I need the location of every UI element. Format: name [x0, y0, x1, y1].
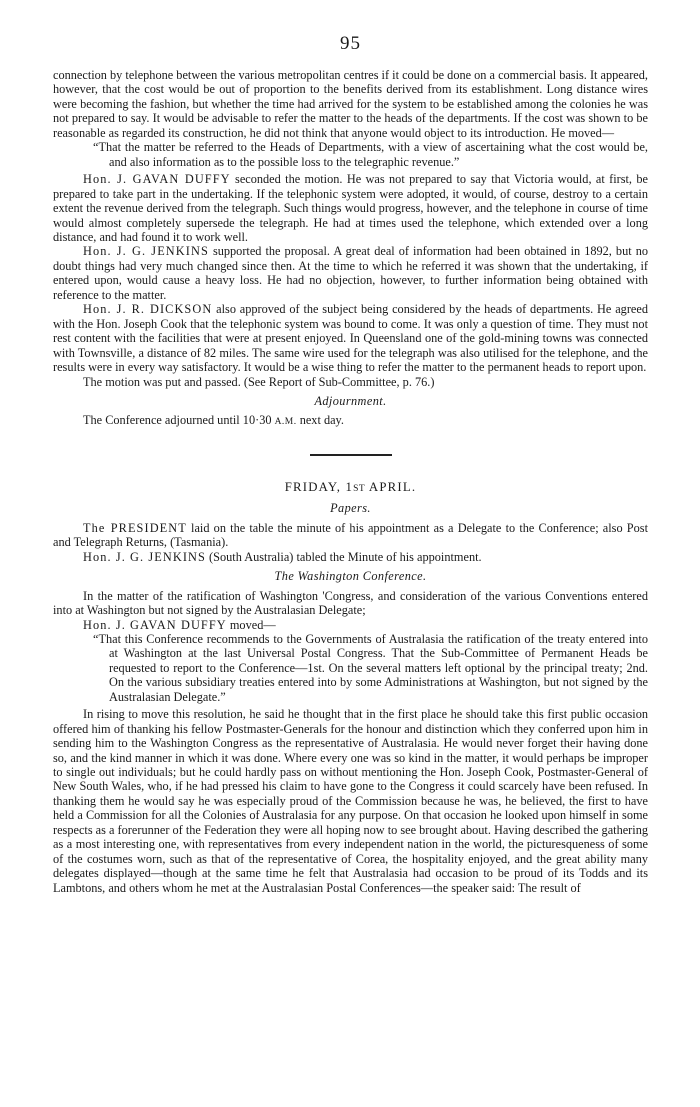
paragraph-washington-intro: In the matter of the ratification of Washington 'Congress, and consideration of the various Conventions entered into at Washington but not signed by the Australasian Delegate; — [53, 588, 648, 618]
day-heading — [53, 480, 648, 496]
paragraph-duffy-seconded — [53, 172, 648, 244]
adjournment-line — [53, 413, 648, 429]
speaker-name: The PRESIDENT — [83, 520, 187, 535]
paragraph-president-laid — [53, 521, 648, 550]
paragraph-telephone-connection: connection by telephone between the various metropolitan centres if it could be done on a commercial basis. It appeared, however, that the cost would be out of proportion to the benefits derived from its establishment. Long distance wires were becoming the fashion, but whether the time had arrived for the system to be established among the colonies he was not prepared to say. It would be advisable to refer the matter to the heads of the departments. If the cost was shown to be reasonable as regarded its construction, he did not think that anyone would object to its introduction. He moved— — [53, 68, 648, 140]
speaker-name: Hon. J. G. JENKINS — [83, 549, 206, 564]
speech-text: laid on the table the minute of his appointment as a Delegate to the Conference; also Post and Telegraph Returns, (Tasmania). — [53, 520, 648, 550]
motion-quote-heads-of-departments: “That the matter be referred to the Heads of Departments, with a view of ascertaining what the cost would be, and also information as to the possible loss to the telegraphic revenue.” — [93, 140, 648, 169]
paragraph-duffy-speech: In rising to move this resolution, he said he thought that in the first place he should take this first public occasion offered him of thanking his fellow Postmaster-Generals for the honour and distinction which they conferred upon him in sending him to the Washington Congress as the representative of Australasia. He would never forget their having done so, and the kind manner in which it was done. Where every one was so kind in the matter, it would perhaps be improper to single out individuals; but he could hardly pass on without mentioning the Hon. Joseph Cook, Postmaster-General of New South Wales, who, if he had pressed his claim to have gone to the Congress it could scarcely have been refused. In thanking them he would say he was especially proud of the Commission because he was, he believed, the first to have held a Commission for all the Colonies of Australasia for any purpose. On that occasion he looked upon himself in some respects as a forerunner of the Federation they were all hoping now to see brought about. Having described the gathering as a most interesting one, with representatives from every independent nation in the world, the picturesqueness of some of the costumes worn, such as that of the representative of Corea, the hospitality enjoyed, and the great ability many delegates displayed—though at the same time he felt that Australasia had occasion to be proud of its Todds and its Lambtons, and others whom he met at the Australasian Postal Conferences—the speaker said: The result of — [53, 707, 648, 895]
paragraph-duffy-moved — [53, 618, 648, 632]
paragraph-jenkins-supported — [53, 244, 648, 302]
motion-passed-line: The motion was put and passed. (See Report of Sub-Committee, p. 76.) — [83, 374, 435, 389]
speaker-name: Hon. J. GAVAN DUFFY — [83, 172, 231, 187]
speech-text: supported the proposal. A great deal of information had been obtained in 1892, but no doubt things had very much changed since then. At the time to which he referred it was shown that the undertaking, if entered upon, would cause a heavy loss. He had no objection, however, to further information being obtained with reference to the matter. — [53, 244, 648, 302]
page-number: 95 — [340, 33, 361, 54]
day-heading-text: FRIDAY, 1 — [284, 479, 354, 494]
speaker-name: Hon. J. R. DICKSON — [83, 302, 213, 317]
speech-text: also approved of the subject being considered by the heads of departments. He agreed with the Hon. Joseph Cook that the telephonic system was bound to come. It was only a question of time. They must not rest content with the facilities that were at present enjoyed. In Queensland one of the gold-mining towns was connected with Townsville, a distance of 82 miles. The same wire used for the telegraph was also utilised for the telephone, and the results were in every way satisfactory. It would be a wise thing to refer the matter to the permanent heads to report upon. — [53, 302, 648, 375]
day-heading-month: APRIL. — [365, 479, 417, 494]
speaker-name: Hon. J. GAVAN DUFFY — [83, 617, 227, 632]
papers-heading: Papers. — [330, 501, 371, 516]
washington-heading: The Washington Conference. — [274, 569, 427, 584]
adjournment-heading: Adjournment. — [314, 393, 387, 408]
adjournment-text: The Conference adjourned until 10·30 — [83, 413, 275, 428]
speech-text: moved— — [226, 617, 276, 632]
section-divider — [310, 454, 392, 456]
paragraph-jenkins-tabled — [53, 550, 648, 564]
speech-text: seconded the motion. He was not prepared to say that Victoria would, at first, be prepared to take part in the undertaking. If the telephonic system were adopted, it would, of course, destroy to a certain extent the revenue derived from the telegraph. Such things would progress, however, and the telephone in course of time would almost completely supersede the telegraph. He had at times used the telephone, which extended over a long distance, and had found it to work well. — [53, 172, 648, 244]
paragraph-dickson-approved — [53, 302, 648, 374]
adjournment-text-end: next day. — [296, 413, 344, 428]
adjournment-time-suffix: A.M. — [274, 417, 297, 428]
day-heading-ordinal: ST — [353, 483, 366, 494]
motion-quote-ratification: “That this Conference recommends to the Governments of Australasia the ratification of the treaty entered into at Washington at the last Universal Postal Congress. That the Sub-Committee of Permanent Heads be requested to report to the Conference—1st. On the several matters left optional by the principal treaty; 2nd. On the various subsidiary treaties entered into by some Administrations at Washington, but not signed by the Australasian Delegate.” — [93, 631, 648, 704]
speech-text: (South Australia) tabled the Minute of his appointment. — [205, 549, 482, 564]
speaker-name: Hon. J. G. JENKINS — [83, 244, 209, 259]
